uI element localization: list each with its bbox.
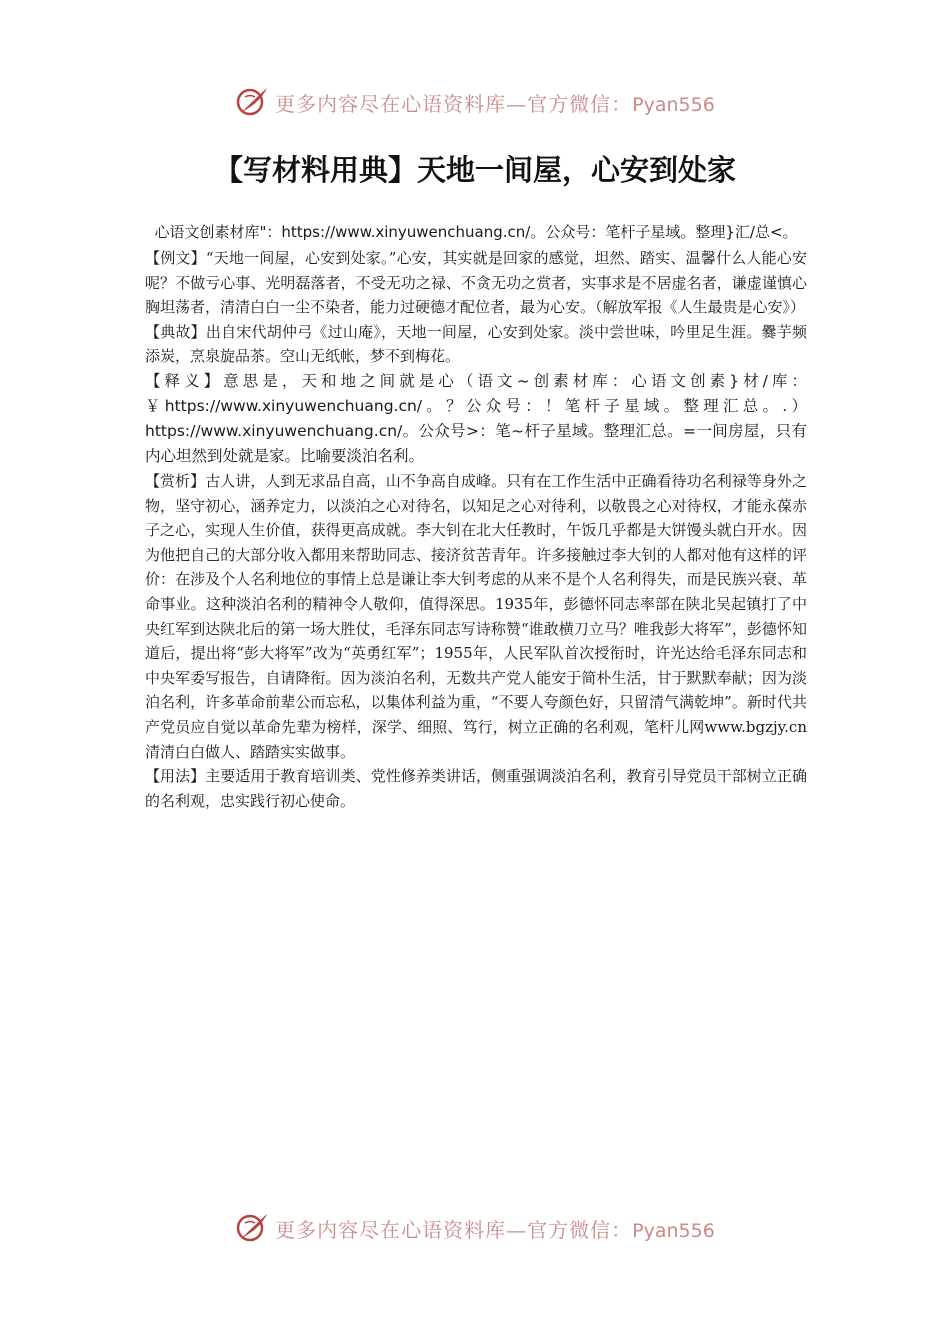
section-text: 主要适用于教育培训类、党性修养类讲话，侧重强调淡泊名利，教育引导党员干部树立正确的名利观，忠实践行初心使命。 xyxy=(145,767,807,810)
section-example xyxy=(145,246,807,320)
section-text: “天地一间屋，心安到处家。”心安，其实就是回家的感觉，坦然、踏实、温馨什么人能心安呢？不做亏心事、光明磊落者，不受无功之禄、不贪无功之赏者，实事求是不居虚名者，谦虚谨慎心胸坦荡者，清清白白一尘不染者，能力过硬德才配位者，最为心安。（解放军报《人生最贵是心安》） xyxy=(145,249,807,317)
quill-logo-icon xyxy=(235,85,269,119)
section-label: 【例文】 xyxy=(145,249,206,267)
banner-text xyxy=(275,1214,715,1243)
section-label: 【用法】 xyxy=(145,767,206,786)
section-label: 【典故】 xyxy=(145,322,206,341)
article-body xyxy=(145,220,807,813)
section-text: 意思是，天和地之间就是心（语文~创素材库：心语文创素}材/库：￥https://www.xinyuwenchuang.cn/。？公众号：！笔杆子星域。整理汇总。.）https://www.xinyuwenchuang.cn/。公众号>：笔~杆子星域。整理汇总。=一间房屋，只有内心坦然到处就是家。比喻要淡泊名利。 xyxy=(145,371,807,465)
page-title: 【写材料用典】天地一间屋，心安到处家 xyxy=(213,153,736,187)
source-line: 心语文创素材库"：https://www.xinyuwenchuang.cn/。公众号：笔杆子星域。整理}汇/总<。 xyxy=(154,223,798,241)
header-banner xyxy=(0,82,950,122)
quill-logo-icon xyxy=(235,1211,269,1245)
section-text: 出自宋代胡仲弓《过山庵》，天地一间屋，心安到处家。淡中尝世味，吟里足生涯。爨芋频添炭，烹泉旋品茶。空山无纸帐，梦不到梅花。 xyxy=(145,322,807,366)
banner-wechat-id: Pyan556 xyxy=(632,93,715,116)
section-usage xyxy=(145,764,807,813)
section-label: 【释义】 xyxy=(145,371,224,390)
section-analysis xyxy=(145,469,807,764)
section-meaning xyxy=(145,369,807,469)
banner-text xyxy=(275,88,715,117)
section-text: 古人讲，人到无求品自高，山不争高自成峰。只有在工作生活中正确看待功名利禄等身外之物，坚守初心，涵养定力，以淡泊之心对待名，以知足之心对待利，以敬畏之心对待权，才能永葆赤子之心，实现人生价值，获得更高成就。李大钊在北大任教时，午饭几乎都是大饼馒头就白开水。因为他把自己的大部分收入都用来帮助同志、接济贫苦青年。许多接触过李大钊的人都对他有这样的评价：在涉及个人名利地位的事情上总是谦让李大钊考虑的从来不是个人名利得失，而是民族兴衰、革命事业。这种淡泊名利的精神令人敬仰，值得深思。1935年，彭德怀同志率部在陕北吴起镇打了中央红军到达陕北后的第一场大胜仗，毛泽东同志写诗称赞“谁敢横刀立马？唯我彭大将军”，彭德怀知道后，提出将“彭大将军”改为“英勇红军”；1955年，人民军队首次授衔时，许光达给毛泽东同志和中央军委写报告，自请降衔。因为淡泊名利，无数共产党人能安于简朴生活，甘于默默奉献；因为淡泊名利，许多革命前辈公而忘私，以集体利益为重，“不要人夸颜色好，只留清气满乾坤”。新时代共产党员应自觉以革命先辈为榜样，深学、细照、笃行，树立正确的名利观，笔杆儿网www.bgzjy.cn清清白白做人、踏踏实实做事。 xyxy=(145,471,807,761)
banner-label: 更多内容尽在心语资料库—官方微信： xyxy=(275,1217,633,1242)
footer-banner xyxy=(0,1208,950,1248)
banner-wechat-id: Pyan556 xyxy=(632,1219,715,1242)
banner-label: 更多内容尽在心语资料库—官方微信： xyxy=(275,91,633,116)
section-label: 【赏析】 xyxy=(145,471,206,490)
section-origin xyxy=(145,320,807,369)
